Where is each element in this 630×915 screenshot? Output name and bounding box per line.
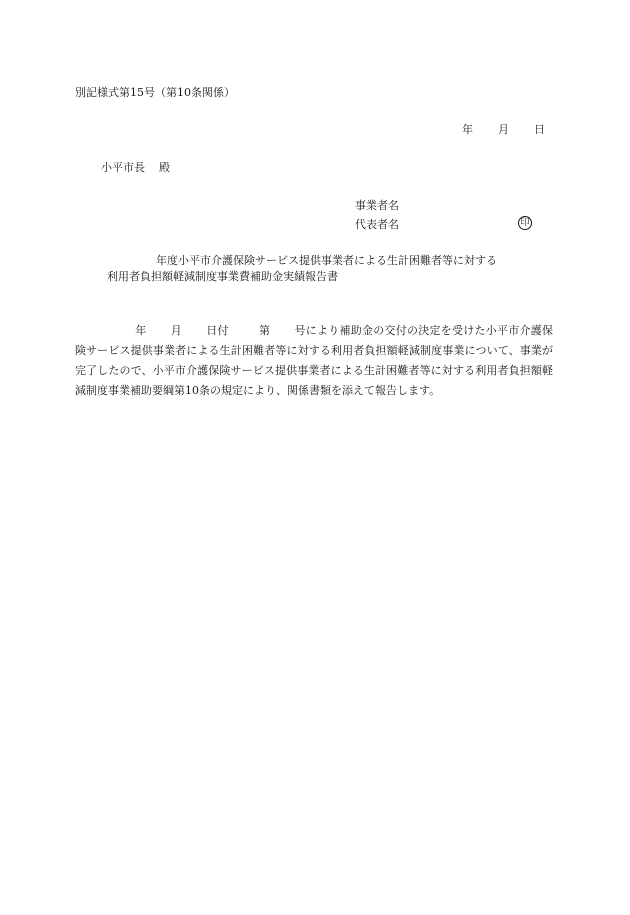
date-month-label: 月 <box>498 123 509 136</box>
report-body <box>75 321 553 401</box>
date-line <box>462 123 545 137</box>
addressee-honorific: 殿 <box>159 161 170 174</box>
body-day-label: 日付 <box>206 324 229 337</box>
date-day-label: 日 <box>534 123 545 136</box>
body-number-prefix: 第 <box>258 324 271 337</box>
date-year-label: 年 <box>462 123 473 136</box>
representative-label: 代表者名 <box>355 218 399 231</box>
business-name-label: 事業者名 <box>355 199 399 212</box>
report-title-line2: 利用者負担額軽減制度事業費補助金実績報告書 <box>107 270 338 283</box>
body-year-label: 年 <box>135 324 147 337</box>
body-text: 号により補助金の交付の決定を受けた小平市介護保険サービス提供事業者による生計困難者等に対する利用者負担額軽減制度事業について、事業が完了したので、小平市介護保険サービス提供事業者による生計困難者等に対する利用者負担額軽減制度事業補助要綱第10条の規定により、関係書類を添えて報告します。 <box>75 324 553 397</box>
report-title-line1: 年度小平市介護保険サービス提供事業者による生計困難者等に対する <box>156 254 497 267</box>
body-month-label: 月 <box>170 324 182 337</box>
form-number: 別記様式第15号（第10条関係） <box>75 86 235 99</box>
seal-mark-icon: 印 <box>518 216 532 230</box>
addressee-name: 小平市長 <box>101 161 145 174</box>
addressee <box>101 161 170 175</box>
